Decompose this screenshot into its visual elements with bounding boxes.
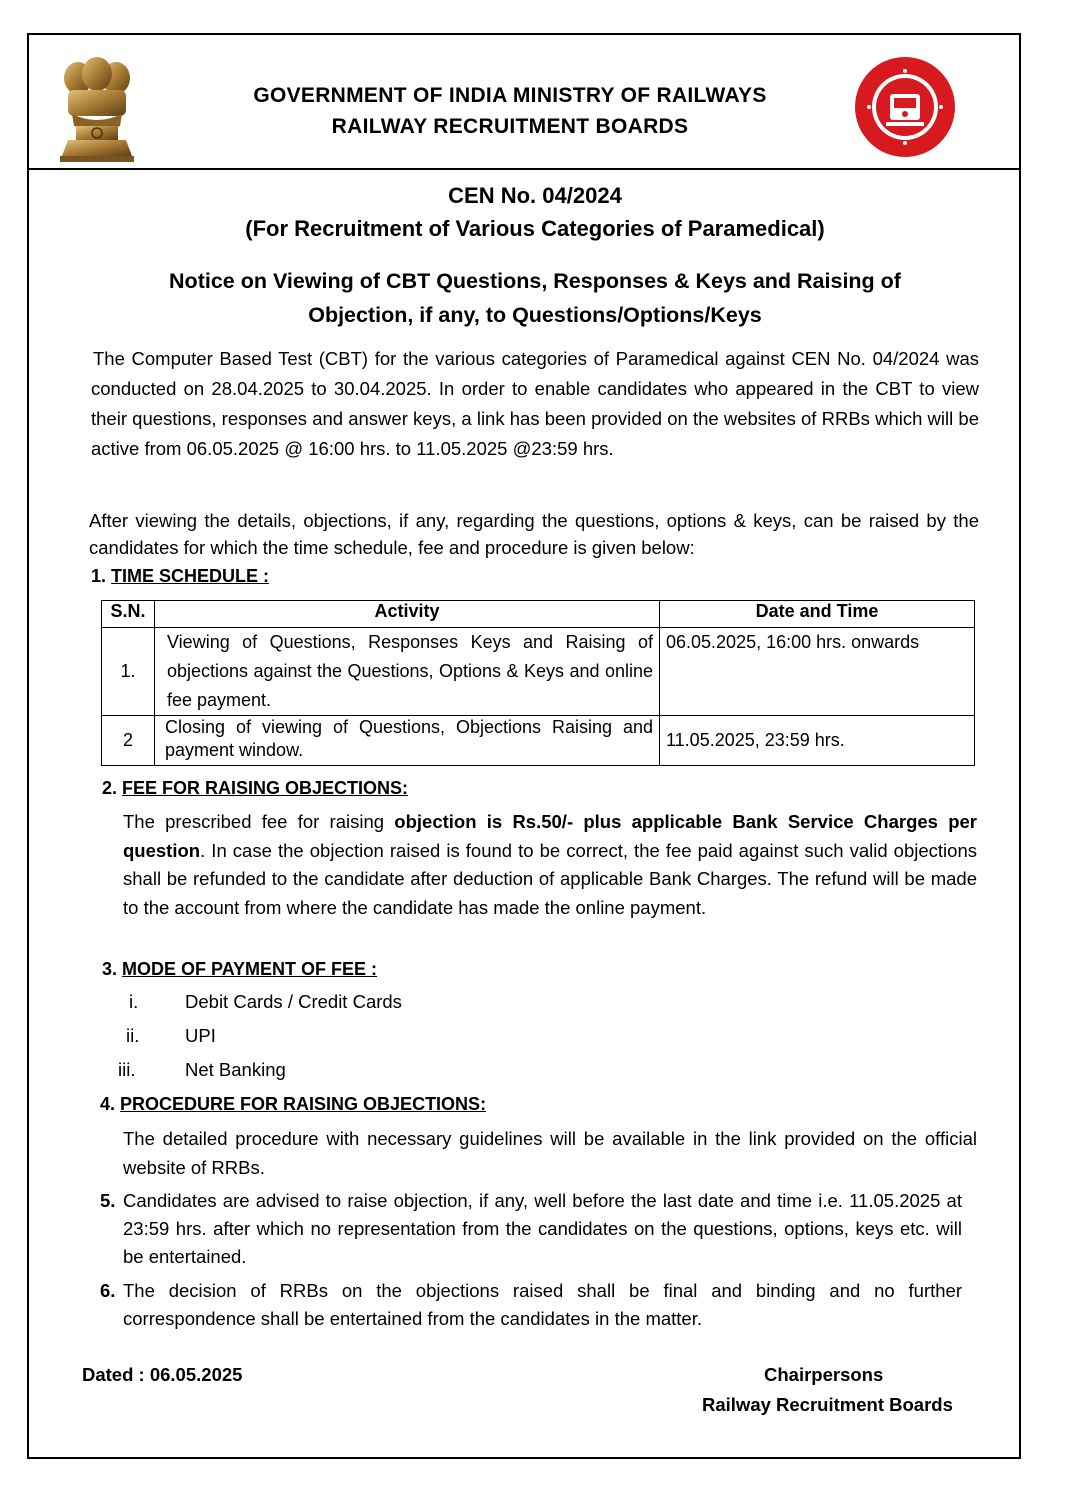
fee-text-start: The prescribed fee for raising — [123, 811, 395, 832]
payment-mode-number: iii. — [118, 1059, 136, 1080]
section-4-title: PROCEDURE FOR RAISING OBJECTIONS: — [120, 1094, 487, 1114]
notice-title-line-1: Notice on Viewing of CBT Questions, Responses & Keys and Raising of — [169, 269, 901, 293]
section-4-heading — [100, 1094, 486, 1115]
header-date-time: Date and Time — [660, 601, 975, 628]
notice-title-line-2: Objection, if any, to Questions/Options/Keys — [308, 303, 762, 327]
section-4-text: The detailed procedure with necessary guidelines will be available in the link provided on the official website of RRBs. — [123, 1128, 977, 1178]
section-1-heading — [91, 566, 269, 587]
point-5 — [100, 1187, 962, 1271]
payment-mode-label: UPI — [185, 1025, 216, 1046]
section-1-number: 1. — [91, 566, 107, 586]
cen-number: CEN No. 04/2024 — [448, 183, 622, 208]
row-activity: Viewing of Questions, Responses Keys and Raising of objections against the Questions, Options & Keys and online fee payment. — [155, 628, 660, 716]
payment-mode-label: Net Banking — [185, 1059, 286, 1080]
payment-mode-label: Debit Cards / Credit Cards — [185, 991, 402, 1012]
header-sn: S.N. — [102, 601, 155, 628]
point-6-number: 6. — [100, 1280, 116, 1301]
payment-mode-number: ii. — [126, 1025, 140, 1046]
row-date-time: 11.05.2025, 23:59 hrs. — [660, 716, 975, 766]
row-sn: 1. — [102, 628, 155, 716]
header-activity: Activity — [155, 601, 660, 628]
fee-amount-text: objection is Rs.50/- plus applicable Bank Service Charges per question — [123, 811, 977, 861]
signatory-organization: Railway Recruitment Boards — [702, 1394, 953, 1415]
header-line-2: RAILWAY RECRUITMENT BOARDS — [331, 115, 689, 138]
payment-mode-number: i. — [129, 991, 139, 1012]
signatory-title: Chairpersons — [764, 1364, 884, 1385]
table-row — [102, 628, 975, 716]
ashoka-emblem-icon — [58, 56, 136, 164]
section-1-title: TIME SCHEDULE : — [111, 566, 270, 586]
point-6-text: The decision of RRBs on the objections raised shall be final and binding and no further correspondence shall be entertained from the candidates in the matter. — [123, 1280, 962, 1329]
intro-paragraph: The Computer Based Test (CBT) for the various categories of Paramedical against CEN No. 04/2024 was conducted on 28.04.2025 to 30.04.2025. In order to enable candidates who appeared in the CBT to view their questions, responses and answer keys, a link has been provided on the websites of RRBs which will be active from 06.05.2025 @ 16:00 hrs. to 11.05.2025 @23:59 hrs. — [91, 348, 979, 459]
section-3-title: MODE OF PAYMENT OF FEE : — [122, 959, 378, 979]
section-4-number: 4. — [100, 1094, 116, 1114]
point-6 — [100, 1277, 962, 1333]
header-line-1: GOVERNMENT OF INDIA MINISTRY OF RAILWAYS — [253, 84, 767, 107]
fee-text-end: . In case the objection raised is found to be correct, the fee paid against such valid objections shall be refunded to the candidate after deduction of applicable Bank Charges. The refund will be made to the account from where the candidate has made the online payment. — [123, 839, 977, 918]
table-row — [102, 716, 975, 766]
section-3-heading — [102, 959, 377, 980]
intro-paragraph-2: After viewing the details, objections, if any, regarding the questions, options & keys, can be raised by the candidates for which the time schedule, fee and procedure is given below: — [89, 510, 979, 558]
section-3-number: 3. — [102, 959, 118, 979]
section-2-title: FEE FOR RAISING OBJECTIONS: — [122, 778, 409, 798]
section-2-number: 2. — [102, 778, 118, 798]
point-5-text: Candidates are advised to raise objection, if any, well before the last date and time i.e. 11.05.2025 at 23:59 hrs. after which no representation from the candidates on the questions, options, keys etc. will be entertained. — [123, 1190, 962, 1267]
row-date-time: 06.05.2025, 16:00 hrs. onwards — [660, 628, 975, 716]
row-activity: Closing of viewing of Questions, Objections Raising and payment window. — [155, 716, 660, 766]
header-divider — [27, 168, 1021, 170]
dated-line: Dated : 06.05.2025 — [82, 1364, 243, 1385]
section-2-text — [123, 808, 977, 922]
row-sn: 2 — [102, 716, 155, 766]
indian-railways-logo-icon — [854, 56, 956, 158]
time-schedule-table — [101, 600, 975, 766]
table-header-row — [102, 601, 975, 628]
point-5-number: 5. — [100, 1190, 116, 1211]
section-2-heading — [102, 778, 408, 799]
cen-subtitle: (For Recruitment of Various Categories of Paramedical) — [245, 216, 825, 241]
